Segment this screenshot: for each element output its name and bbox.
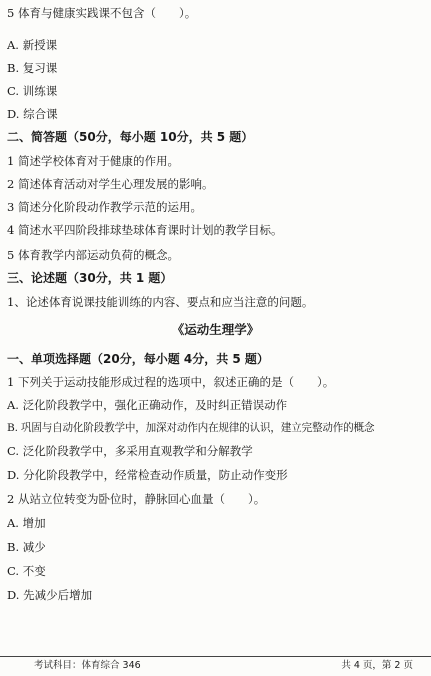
q1-option-b: B. 巩固与自动化阶段教学中，加深对动作内在规律的认识，建立完整动作的概念 [7, 422, 375, 434]
footer-divider [0, 656, 431, 657]
question-5: 5 体育与健康实践课不包含（ ）。 [7, 6, 197, 20]
q2-option-a: A. 增加 [7, 516, 46, 530]
q2-option-b: B. 减少 [7, 540, 46, 554]
footer-page-number: 共 4 页，第 2 页 [341, 660, 413, 671]
essay-item-1: 1、论述体育说课技能训练的内容、要点和应当注意的问题。 [7, 295, 314, 309]
mc-heading: 一、单项选择题（20分，每小题 4分，共 5 题） [7, 352, 269, 366]
q1-option-c: C. 泛化阶段教学中，多采用直观教学和分解教学 [7, 444, 253, 458]
q1-option-d: D. 分化阶段教学中，经常检查动作质量，防止动作变形 [7, 468, 288, 482]
footer-subject: 考试科目：体育综合 346 [34, 660, 141, 671]
subject-title: 《运动生理学》 [171, 322, 260, 337]
q5-option-a: A. 新授课 [7, 38, 58, 52]
q5-option-b: B. 复习课 [7, 61, 58, 75]
q1-option-a: A. 泛化阶段教学中，强化正确动作，及时纠正错误动作 [7, 398, 288, 412]
short-answer-item-1: 1 简述学校体育对于健康的作用。 [7, 154, 179, 168]
short-answer-item-3: 3 简述分化阶段动作教学示范的运用。 [7, 200, 202, 214]
q5-option-d: D. 综合课 [7, 107, 58, 121]
mc-question-2: 2 从站立位转变为卧位时，静脉回心血量（ ）。 [7, 492, 266, 506]
short-answer-item-4: 4 简述水平四阶段排球垫球体育课时计划的教学目标。 [7, 223, 283, 237]
short-answer-item-2: 2 简述体育活动对学生心理发展的影响。 [7, 177, 214, 191]
essay-heading: 三、论述题（30分，共 1 题） [7, 271, 173, 285]
q5-option-c: C. 训练课 [7, 84, 58, 98]
short-answer-item-5: 5 体育教学内部运动负荷的概念。 [7, 248, 179, 262]
short-answer-heading: 二、简答题（50分，每小题 10分，共 5 题） [7, 130, 254, 144]
mc-question-1: 1 下列关于运动技能形成过程的选项中，叙述正确的是（ ）。 [7, 375, 335, 389]
q2-option-c: C. 不变 [7, 564, 46, 578]
q2-option-d: D. 先减少后增加 [7, 588, 93, 602]
